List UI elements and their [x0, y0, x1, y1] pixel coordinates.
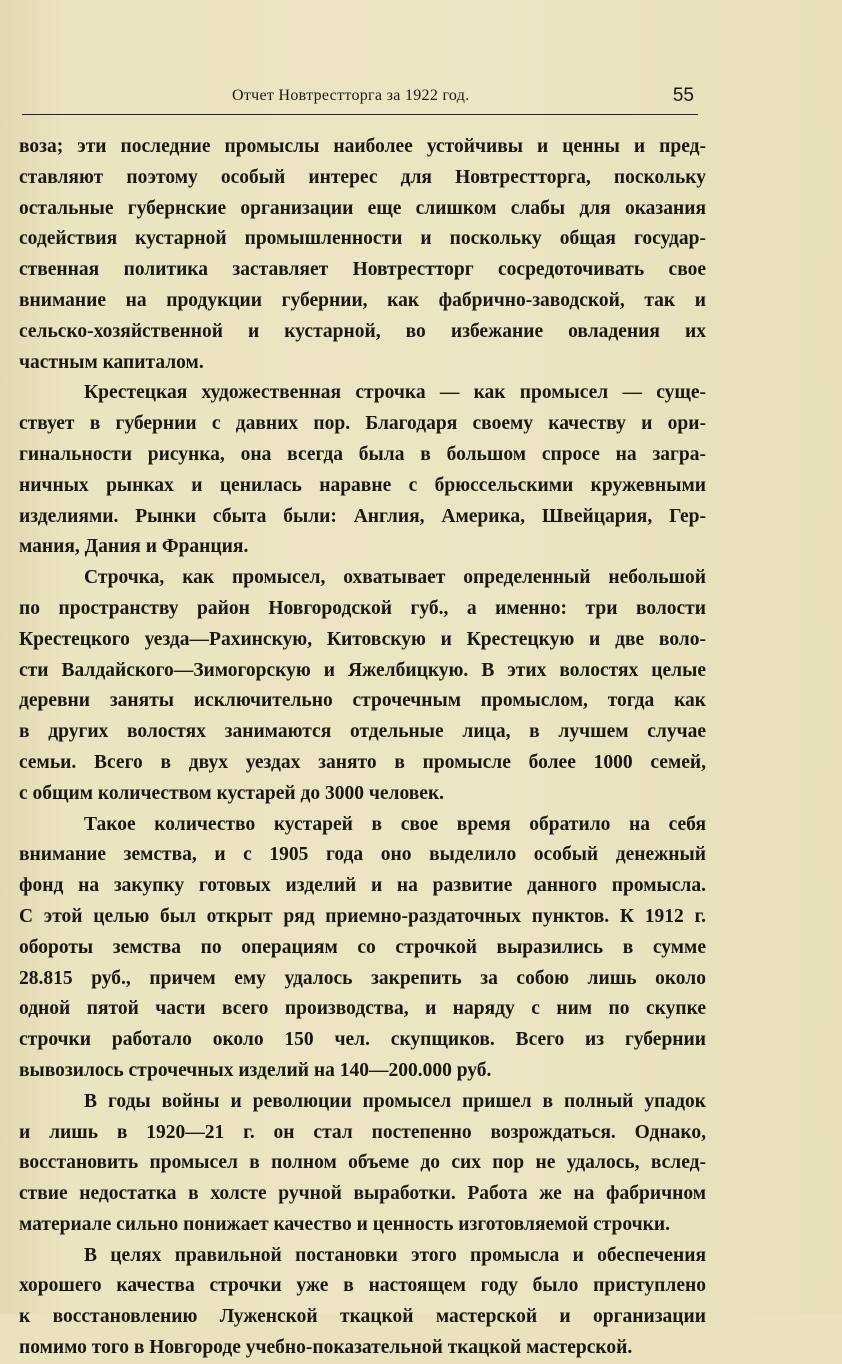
- text-line: восстановить промысел в полном объеме до сих пор не удалось, вслед-: [19, 1152, 706, 1174]
- text-line: деревни заняты исключительно строчечным промыслом, тогда как: [19, 690, 706, 712]
- text-line: внимание земства, и с 1905 года оно выделило особый денежный: [19, 844, 706, 866]
- text-line: хорошего качества строчки уже в настоящем году было приступлено: [19, 1275, 706, 1297]
- text-line: остальные губернские организации еще слишком слабы для оказания: [19, 197, 706, 219]
- running-title: Отчет Новтрестторга за 1922 год.: [232, 87, 470, 104]
- text-line: Такое количество кустарей в свое время обратило на себя: [84, 813, 706, 835]
- text-line: сти Валдайского—Зимогорскую и Яжелбицкую. В этих волостях целые: [19, 659, 706, 681]
- text-line: мания, Дания и Франция.: [19, 536, 249, 558]
- text-line: частным капиталом.: [19, 351, 204, 373]
- text-line: семьи. Всего в двух уездах занято в промысле более 1000 семей,: [19, 751, 706, 773]
- text-line: и лишь в 1920—21 г. он стал постепенно возрождаться. Однако,: [19, 1121, 706, 1143]
- text-line: ствует в губернии с давних пор. Благодаря своему качеству и ори-: [19, 413, 706, 435]
- text-line: С этой целью был открыт ряд приемно-раздаточных пунктов. К 1912 г.: [19, 905, 706, 927]
- text-line: содействия кустарной промышленности и поскольку общая государ-: [19, 228, 706, 250]
- paragraph: [19, 132, 706, 378]
- text-line: 28.815 руб., причем ему удалось закрепить за собою лишь около: [19, 967, 706, 989]
- paragraph: [19, 1087, 706, 1241]
- text-line: ничных рынках и ценилась наравне с брюссельскими кружевными: [19, 474, 706, 496]
- text-line: воза; эти последние промыслы наиболее устойчивы и ценны и пред-: [19, 136, 706, 157]
- text-line: внимание на продукции губернии, как фабрично-заводской, так и: [19, 289, 706, 311]
- text-line: по пространству район Новгородской губ., а именно: три волости: [19, 597, 706, 619]
- paragraph: [19, 810, 706, 1087]
- running-header: [22, 84, 698, 112]
- text-line: ственная политика заставляет Новтрестторг сосредоточивать свое: [19, 259, 706, 281]
- text-line: вывозилось строчечных изделий на 140—200.000 руб.: [19, 1059, 492, 1081]
- text-line: помимо того в Новгороде учебно-показательной ткацкой мастерской.: [19, 1337, 633, 1359]
- paragraph: [19, 1241, 706, 1364]
- page-number: 55: [672, 85, 694, 106]
- text-line: в других волостях занимаются отдельные лица, в лучшем случае: [19, 721, 706, 743]
- text-line: фонд на закупку готовых изделий и на развитие данного промысла.: [19, 875, 706, 897]
- text-line: обороты земства по операциям со строчкой выразились в сумме: [19, 936, 706, 958]
- text-line: сельско-хозяйственной и кустарной, во избежание овладения их: [19, 320, 706, 342]
- text-line: строчки работало около 150 чел. скупщиков. Всего из губернии: [19, 1029, 706, 1051]
- text-line: Крестецкого уезда—Рахинскую, Китовскую и Крестецкую и две воло-: [19, 628, 706, 650]
- paragraph: [19, 563, 706, 809]
- text-line: Крестецкая художественная строчка — как промысел — суще-: [84, 382, 706, 404]
- paragraph: [19, 378, 706, 563]
- text-line: ствие недостатка в холсте ручной выработки. Работа же на фабричном: [19, 1183, 706, 1205]
- text-line: Строчка, как промысел, охватывает определенный небольшой: [84, 567, 706, 589]
- text-line: с общим количеством кустарей до 3000 человек.: [19, 782, 445, 804]
- text-line: изделиями. Рынки сбыта были: Англия, Америка, Швейцария, Гер-: [19, 505, 706, 527]
- text-line: В целях правильной постановки этого промысла и обеспечения: [84, 1244, 706, 1266]
- text-line: к восстановлению Луженской ткацкой мастерской и организации: [19, 1306, 706, 1328]
- text-line: гинальности рисунка, она всегда была в большом спросе на загра-: [19, 443, 706, 465]
- body-text: [19, 132, 706, 1364]
- text-line: ставляют поэтому особый интерес для Новтрестторга, поскольку: [19, 166, 706, 188]
- header-rule: [22, 114, 698, 115]
- text-line: одной пятой части всего производства, и наряду с ним по скупке: [19, 998, 706, 1020]
- text-line: В годы войны и революции промысел пришел в полный упадок: [84, 1090, 706, 1112]
- text-line: материале сильно понижает качество и ценность изготовляемой строчки.: [19, 1213, 670, 1235]
